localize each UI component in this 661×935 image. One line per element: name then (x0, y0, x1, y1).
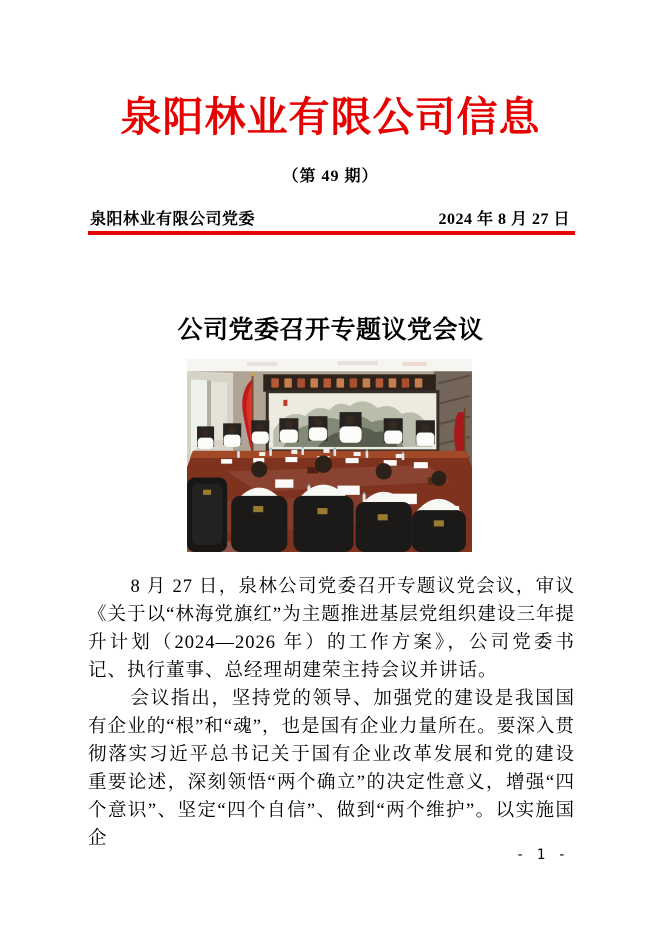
meeting-photo (187, 359, 472, 552)
article-title: 公司党委召开专题议党会议 (177, 317, 484, 344)
masthead-divider (88, 231, 575, 235)
issue-date: 2024 年 8 月 27 日 (438, 211, 570, 228)
masthead-title: 泉阳林业有限公司信息 (120, 93, 541, 141)
body-paragraph: 8 月 27 日，泉林公司党委召开专题议党会议，审议《关于以“林海党旗红”为主题推进基层党组织建设三年提升计划（2024—2026 年）的工作方案》，公司党委书记、执行董事、总经理胡建荣主持会议并讲话。 (88, 577, 575, 681)
meeting-room-scene (187, 359, 472, 552)
meeting-chair-person (340, 412, 362, 443)
issue-label: （第 49 期） (282, 168, 379, 185)
empty-chair (187, 477, 227, 552)
issuer-row (90, 206, 570, 229)
issuer-name: 泉阳林业有限公司党委 (90, 211, 256, 228)
article-body (88, 573, 575, 853)
body-paragraph: 会议指出，坚持党的领导、加强党的建设是我国国有企业的“根”和“魂”，也是国有企业力量所在。要深入贯彻落实习近平总书记关于国有企业改革发展和党的建设重要论述，深刻领悟“两个确立”的决定性意义，增强“四个意识”、坚定“四个自信”、做到“两个维护”。以实施国企 (88, 689, 575, 849)
banner-board (263, 374, 436, 391)
page-number: - 1 - (515, 847, 569, 863)
